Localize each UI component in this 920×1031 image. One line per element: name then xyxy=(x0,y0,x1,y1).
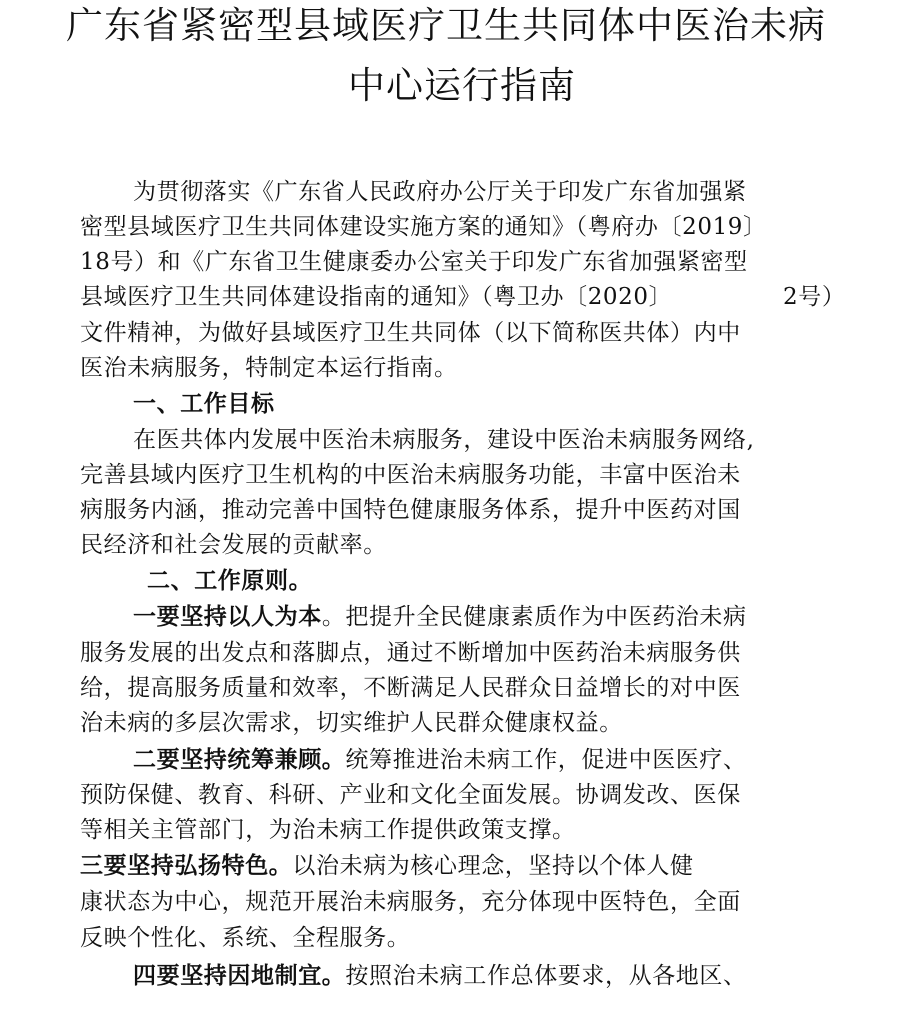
principle-text: 统筹推进治未病工作，促进中医医疗、 xyxy=(345,747,747,773)
paragraph-line xyxy=(133,960,747,992)
principle-lead: 四要坚持因地制宜。 xyxy=(133,962,346,989)
intro-line: 密型县域医疗卫生共同体建设实施方案的通知》（粤府办〔2019〕 xyxy=(80,214,767,240)
document-title-line-2: 中心运行指南 xyxy=(348,64,576,107)
document-title-line-1: 广东省紧密型县域医疗卫生共同体中医治未病 xyxy=(66,4,826,47)
paragraph-line xyxy=(133,744,747,776)
intro-line-tail: 2号） xyxy=(783,284,846,310)
paragraph-line: 反映个性化、系统、全程服务。 xyxy=(80,925,411,951)
paragraph-line: 等相关主管部门，为治未病工作提供政策支撑。 xyxy=(80,817,576,843)
principle-text: 按照治未病工作总体要求，从各地区、 xyxy=(345,963,747,989)
paragraph-line: 民经济和社会发展的贡献率。 xyxy=(80,532,387,558)
paragraph-line: 完善县域内医疗卫生机构的中医治未病服务功能，丰富中医治未 xyxy=(80,462,741,488)
intro-line xyxy=(80,281,846,313)
intro-line: 为贯彻落实《广东省人民政府办公厅关于印发广东省加强紧 xyxy=(133,179,747,205)
section-heading-goals: 一、工作目标 xyxy=(133,390,275,417)
intro-line: 18号）和《广东省卫生健康委办公室关于印发广东省加强紧密型 xyxy=(80,249,748,275)
paragraph-line: 服务发展的出发点和落脚点，通过不断增加中医药治未病服务供 xyxy=(80,640,741,666)
paragraph-line: 预防保健、教育、科研、产业和文化全面发展。协调发改、医保 xyxy=(80,782,741,808)
paragraph-line: 给，提高服务质量和效率，不断满足人民群众日益增长的对中医 xyxy=(80,675,741,701)
principle-lead: 一要坚持以人为本 xyxy=(133,603,322,630)
paragraph-line: 治未病的多层次需求，切实维护人民群众健康权益。 xyxy=(80,710,623,736)
principle-text: 。把提升全民健康素质作为中医药治未病 xyxy=(321,604,747,630)
intro-line: 医治未病服务，特制定本运行指南。 xyxy=(80,355,458,381)
paragraph-line xyxy=(133,601,747,633)
paragraph-line xyxy=(80,850,694,882)
paragraph-line: 病服务内涵，推动完善中国特色健康服务体系，提升中医药对国 xyxy=(80,497,741,523)
principle-lead: 三要坚持弘扬特色。 xyxy=(80,852,293,879)
intro-line-text: 县域医疗卫生共同体建设指南的通知》（粤卫办〔2020〕 xyxy=(80,284,673,310)
principle-lead: 二要坚持统筹兼顾。 xyxy=(133,746,346,773)
principle-text: 以治未病为核心理念，坚持以个体人健 xyxy=(292,853,694,879)
paragraph-line: 康状态为中心，规范开展治未病服务，充分体现中医特色，全面 xyxy=(80,889,741,915)
intro-line: 文件精神，为做好县域医疗卫生共同体（以下简称医共体）内中 xyxy=(80,320,741,346)
section-heading-principles: 二、工作原则。 xyxy=(147,567,313,594)
paragraph-line: 在医共体内发展中医治未病服务，建设中医治未病服务网络, xyxy=(133,427,755,453)
